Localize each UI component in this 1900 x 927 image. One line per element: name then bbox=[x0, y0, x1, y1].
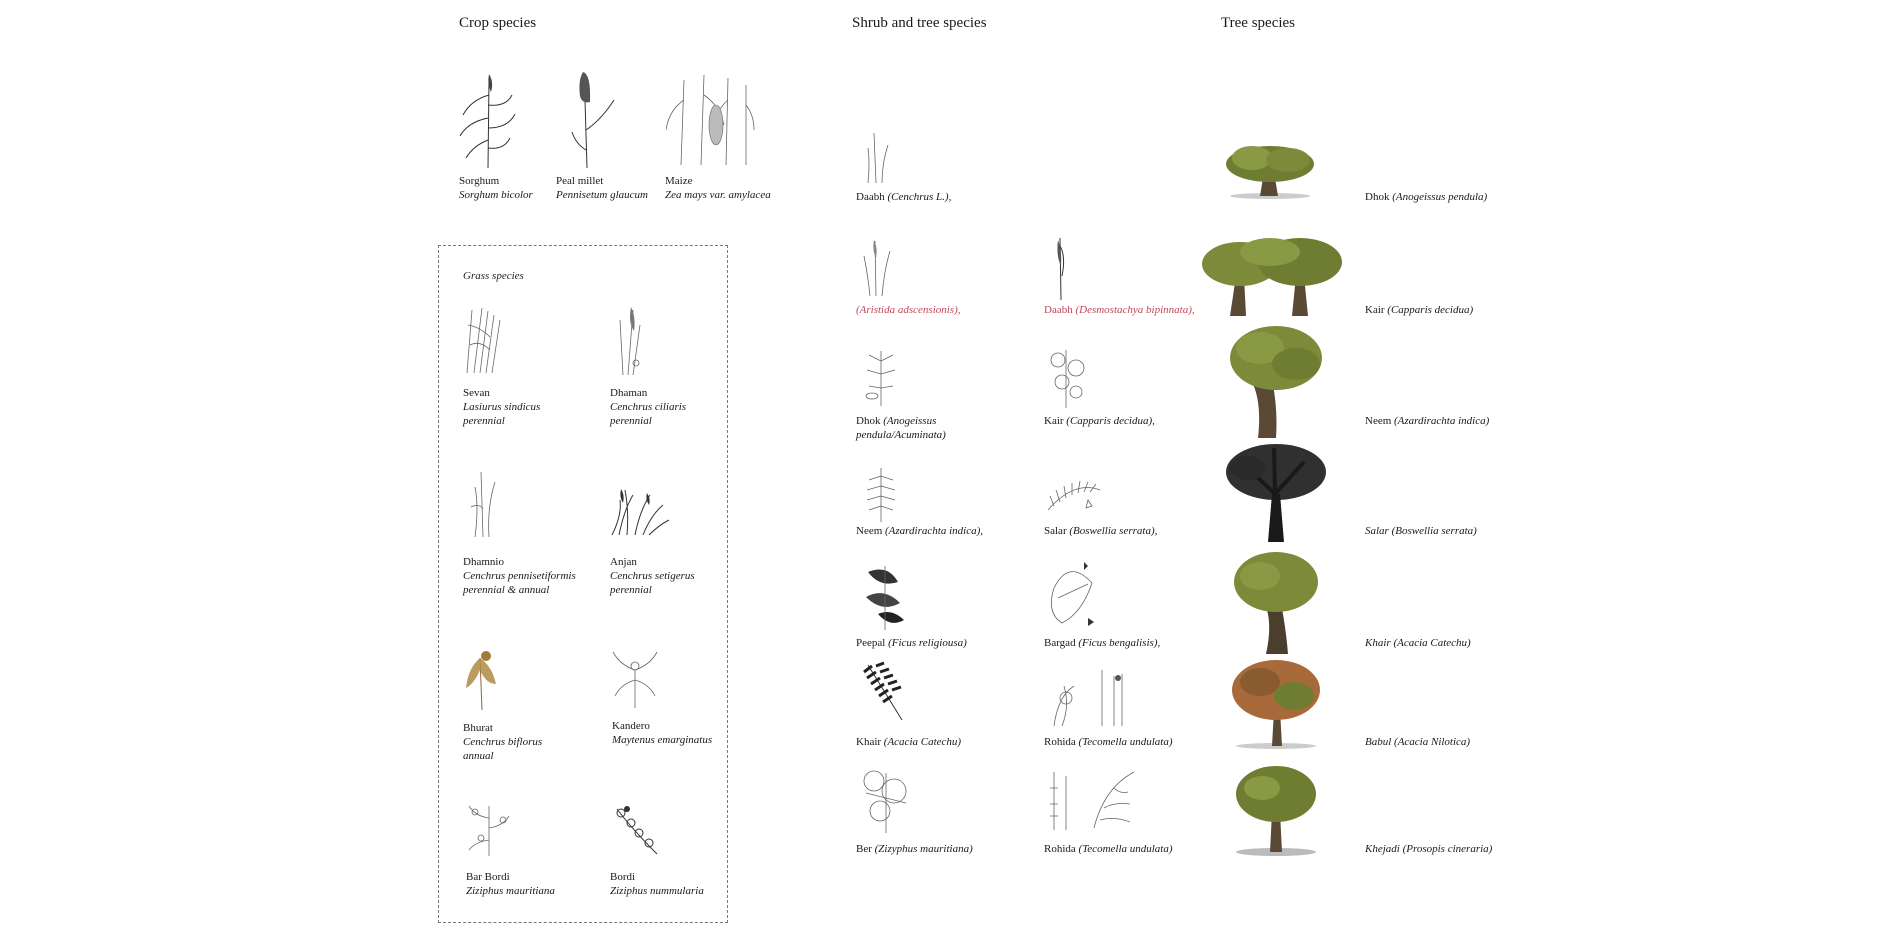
tree-photo-icon bbox=[1218, 438, 1332, 542]
shrub-scientific-name: (Capparis decidua), bbox=[1066, 415, 1155, 427]
grass-common-name: Sevan bbox=[463, 387, 490, 399]
crop-item bbox=[665, 174, 771, 202]
tree-photo-icon bbox=[1226, 654, 1326, 750]
shrub-sketch-icon bbox=[1044, 768, 1140, 834]
tree-common-name: Khejadi bbox=[1365, 843, 1403, 855]
shrub-common-name: Rohida bbox=[1044, 736, 1079, 748]
tree-item bbox=[1365, 524, 1477, 538]
crop-item bbox=[556, 174, 648, 202]
shrub-item bbox=[856, 842, 973, 856]
crop-scientific-name: Sorghum bicolor bbox=[459, 189, 533, 201]
shrub-scientific-name: (Cenchrus L.), bbox=[887, 191, 952, 203]
shrub-scientific-name: (Ficus bengalisis), bbox=[1078, 637, 1161, 649]
shrub-sketch-icon bbox=[858, 660, 912, 728]
tree-scientific-name: (Capparis decidua) bbox=[1387, 304, 1474, 316]
tree-photo-icon bbox=[1212, 322, 1332, 438]
tree-item bbox=[1365, 414, 1489, 428]
grass-common-name: Dhamnio bbox=[463, 556, 504, 568]
grass-common-name: Kandero bbox=[612, 720, 650, 732]
tree-item bbox=[1365, 735, 1470, 749]
tree-scientific-name: (Anogeissus pendula) bbox=[1392, 191, 1488, 203]
grass-scientific-name: Maytenus emarginatus bbox=[612, 734, 713, 746]
grass-scientific-name: Cenchrus setigerus bbox=[610, 570, 695, 582]
tree-common-name: Dhok bbox=[1365, 191, 1393, 203]
shrub-scientific-name: (Aristida adscensionis), bbox=[856, 304, 961, 316]
shrub-common-name: Bargad bbox=[1044, 637, 1079, 649]
crop-species-heading: Crop species bbox=[459, 15, 537, 31]
shrub-common-name: Khair bbox=[856, 736, 884, 748]
shrub-item bbox=[1044, 524, 1157, 538]
grass-common-name: Anjan bbox=[610, 556, 637, 568]
grass-life-cycle: annual bbox=[463, 750, 494, 762]
tree-item bbox=[1365, 636, 1471, 650]
shrub-scientific-name: (Anogeissus bbox=[883, 415, 937, 427]
shrub-item bbox=[856, 735, 961, 749]
tree-common-name: Salar bbox=[1365, 525, 1392, 537]
shrub-item bbox=[856, 414, 946, 442]
shrub-common-name: Daabh bbox=[1044, 304, 1076, 316]
grass-scientific-name: Cenchrus pennisetiformis bbox=[463, 570, 576, 582]
crop-common-name: Sorghum bbox=[459, 175, 500, 187]
shrub-sketch-icon bbox=[858, 236, 894, 296]
grass-sketch-icon bbox=[608, 305, 648, 375]
shrub-common-name: Ber bbox=[856, 843, 875, 855]
tree-photo-icon bbox=[1222, 138, 1318, 200]
grass-sketch-icon bbox=[610, 650, 660, 708]
grass-scientific-name: Cenchrus biflorus bbox=[463, 736, 543, 748]
tree-item bbox=[1365, 842, 1492, 856]
tree-scientific-name: (Boswellia serrata) bbox=[1391, 525, 1477, 537]
grass-life-cycle: perennial bbox=[610, 584, 652, 596]
shrub-sketch-icon bbox=[1044, 470, 1104, 516]
grass-sketch-icon bbox=[465, 798, 513, 856]
crop-scientific-name: Zea mays var. amylacea bbox=[665, 189, 771, 201]
grass-item bbox=[463, 386, 540, 428]
tree-photo-icon bbox=[1200, 230, 1344, 316]
shrub-sketch-icon bbox=[860, 466, 902, 522]
tree-scientific-name: (Acacia Catechu) bbox=[1393, 637, 1471, 649]
grass-item bbox=[463, 721, 542, 763]
shrub-sketch-icon bbox=[858, 128, 894, 183]
grass-item bbox=[466, 870, 555, 898]
crop-item bbox=[459, 174, 533, 202]
crop-common-name: Maize bbox=[665, 175, 693, 187]
grass-scientific-name: Lasiurus sindicus bbox=[463, 401, 541, 413]
grass-species-title: Grass species bbox=[463, 270, 524, 282]
tree-photo-icon bbox=[1226, 762, 1326, 856]
shrub-sketch-icon bbox=[1046, 236, 1076, 300]
grass-common-name: Bhurat bbox=[463, 722, 493, 734]
tree-item bbox=[1365, 190, 1487, 204]
tree-common-name: Khair bbox=[1365, 637, 1394, 649]
grass-life-cycle: perennial & annual bbox=[463, 584, 550, 596]
grass-scientific-name: Ziziphus mauritiana bbox=[466, 885, 555, 897]
grass-scientific-name: Ziziphus nummularia bbox=[610, 885, 704, 897]
shrub-item bbox=[1044, 414, 1155, 428]
maize-icon bbox=[666, 70, 756, 165]
shrub-sketch-icon bbox=[1044, 558, 1102, 630]
shrub-sketch-icon bbox=[858, 346, 904, 406]
tree-species-heading: Tree species bbox=[1221, 15, 1296, 31]
tree-common-name: Kair bbox=[1365, 304, 1388, 316]
shrub-item-highlighted bbox=[856, 303, 961, 317]
shrub-scientific-name: (Ficus religiousa) bbox=[888, 637, 967, 649]
grass-common-name: Bar Bordi bbox=[466, 871, 510, 883]
shrub-sketch-icon bbox=[1044, 346, 1090, 408]
shrub-scientific-name: (Acacia Catechu) bbox=[883, 736, 962, 748]
shrub-item bbox=[1044, 842, 1173, 856]
shrub-common-name: Neem bbox=[856, 525, 886, 537]
crop-scientific-name: Pennisetum glaucum bbox=[556, 189, 648, 201]
grass-life-cycle: perennial bbox=[463, 415, 505, 427]
shrub-item bbox=[1044, 735, 1173, 749]
crop-common-name: Peal millet bbox=[556, 175, 604, 187]
shrub-item bbox=[1044, 636, 1160, 650]
shrub-item bbox=[856, 524, 983, 538]
shrub-common-name: Dhok bbox=[856, 415, 884, 427]
shrub-common-name: Salar bbox=[1044, 525, 1070, 537]
shrub-sketch-icon bbox=[1044, 666, 1140, 730]
shrub-scientific-name: (Azardirachta indica), bbox=[885, 525, 983, 537]
grass-item bbox=[610, 555, 695, 597]
tree-scientific-name: (Azardirachta indica) bbox=[1394, 415, 1490, 427]
shrub-scientific-name: (Tecomella undulata) bbox=[1078, 843, 1173, 855]
shrub-item-highlighted bbox=[1044, 303, 1195, 317]
grass-common-name: Dhaman bbox=[610, 387, 648, 399]
shrub-common-name: Peepal bbox=[856, 637, 889, 649]
shrub-scientific-name: (Boswellia serrata), bbox=[1069, 525, 1158, 537]
grass-common-name: Bordi bbox=[610, 871, 636, 883]
grass-sketch-icon bbox=[609, 803, 661, 858]
shrub-tree-species-heading: Shrub and tree species bbox=[852, 15, 987, 31]
grass-item bbox=[463, 555, 576, 597]
tree-photo-icon bbox=[1226, 548, 1326, 654]
grass-sketch-icon bbox=[607, 485, 672, 537]
shrub-scientific-name: (Desmostachya bipinnata), bbox=[1075, 304, 1195, 316]
shrub-sketch-icon bbox=[858, 562, 912, 630]
shrub-common-name: Kair bbox=[1044, 415, 1067, 427]
grass-sketch-icon bbox=[463, 467, 503, 537]
tree-scientific-name: (Acacia Nilotica) bbox=[1394, 736, 1471, 748]
sorghum-icon bbox=[458, 70, 518, 170]
grass-item bbox=[610, 870, 704, 898]
grass-scientific-name: Cenchrus ciliaris bbox=[610, 401, 687, 413]
shrub-sketch-icon bbox=[856, 763, 916, 833]
grass-life-cycle: perennial bbox=[610, 415, 652, 427]
grass-sketch-icon bbox=[462, 305, 504, 373]
grass-sketch-icon bbox=[462, 648, 502, 710]
shrub-scientific-name: (Tecomella undulata) bbox=[1078, 736, 1173, 748]
millet-icon bbox=[567, 70, 617, 170]
grass-item bbox=[612, 719, 712, 747]
tree-item bbox=[1365, 303, 1473, 317]
tree-common-name: Babul bbox=[1365, 736, 1395, 748]
shrub-item bbox=[856, 636, 967, 650]
grass-item bbox=[610, 386, 686, 428]
shrub-scientific-name: (Zizyphus mauritiana) bbox=[874, 843, 973, 855]
shrub-item bbox=[856, 190, 951, 204]
shrub-common-name: Daabh bbox=[856, 191, 888, 203]
tree-scientific-name: (Prosopis cineraria) bbox=[1402, 843, 1493, 855]
shrub-scientific-name-cont: pendula/Acuminata) bbox=[856, 429, 946, 441]
shrub-common-name: Rohida bbox=[1044, 843, 1079, 855]
tree-common-name: Neem bbox=[1365, 415, 1395, 427]
